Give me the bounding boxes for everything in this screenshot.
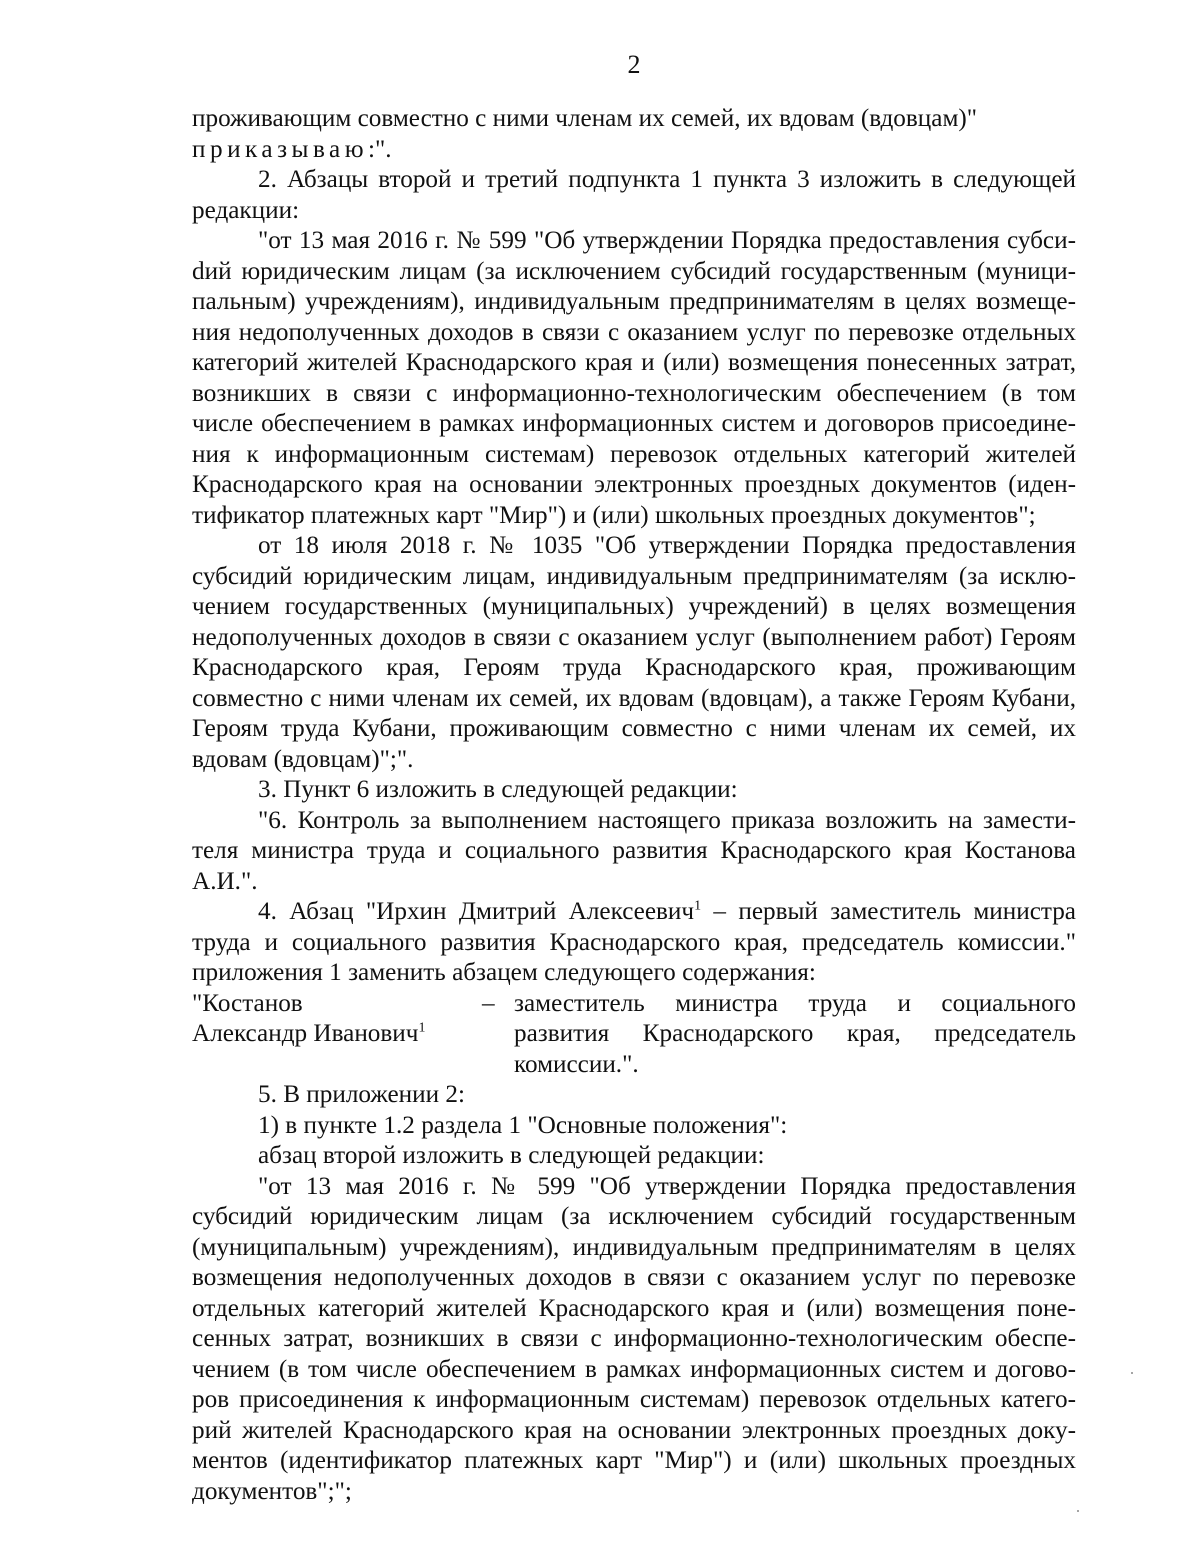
document-body	[192, 104, 1076, 1507]
item-4-before: 4. Абзац "Ирхин Дмитрий Алексеевич	[258, 898, 695, 925]
member-given-names	[192, 1019, 482, 1050]
scan-speck	[1131, 1372, 1133, 1374]
entry-row-3	[192, 1050, 1076, 1081]
order-word-suffix: :".	[368, 135, 392, 163]
paragraph-quote-599-repeat: "от 13 мая 2016 г. № 599 "Об утверждении Порядка предоставления субсидий юридическим лицам (за исключением субсидий государственным (муниципальным) учреждениям), индивидуальным предпринимателям в целях возмещения недополученных доходов в связи с оказанием услуг по перевозке отдельных категорий жителей Краснодарского края и (или) возмещения понесенных затрат, возникших в связи с информационно-технологическим обеспечением (в том числе обеспечением в рамках информационных систем и договоров присоединения к информационным системам) перевозок отдельных категорий жителей Краснодарского края на основании электронных проездных документов (идентификатор платежных карт "Мир") и (или) школьных проездных документов";";	[192, 1172, 1076, 1505]
paragraph-continuation: проживающим совместно с ними членам их семей, их вдовам (вдовцам)"	[192, 105, 978, 132]
paragraph-item-2: 2. Абзацы второй и третий подпункта 1 пункта 3 изложить в следующей редакции:	[192, 166, 1076, 224]
entry-spacer-dash	[482, 1050, 514, 1081]
member-position-line-3: комиссии.".	[514, 1050, 639, 1078]
paragraph-item-4	[192, 897, 1076, 989]
commission-member-entry	[192, 989, 1076, 1081]
entry-spacer	[482, 1019, 514, 1050]
footnote-mark: 1	[694, 898, 702, 914]
entry-spacer-name	[192, 1050, 482, 1081]
paragraph-item-5: 5. В приложении 2:	[258, 1081, 465, 1108]
page-number: 2	[627, 50, 641, 79]
member-position-line-1: заместитель министра труда и социального	[514, 989, 1076, 1017]
paragraph-order-word	[192, 135, 1076, 166]
item-4-after: – первый заместитель министра труда и социального развития Краснодарского края, председатель комиссии." приложения 1 заменить абзацем следующего содержания:	[192, 898, 1076, 986]
paragraph-item-6: "6. Контроль за выполнением настоящего приказа возложить на заместителя министра труда и социального развития Краснодарского края Костанова А.И.".	[192, 806, 1076, 895]
entry-row-2	[192, 1019, 1076, 1050]
paragraph-quote-599: "от 13 мая 2016 г. № 599 "Об утверждении Порядка предоставления субсиdий юридическим лицам (за исключением субсидий государственным (муниципальным) учреждениям), индивидуальным предпринимателям в целях возмещения недополученных доходов в связи с оказанием услуг по перевозке отдельных категорий жителей Краснодарского края и (или) возмещения понесенных затрат, возникших в связи с информационно-технологическим обеспечением (в том числе обеспечением в рамках информационных систем и договоров присоединения к информационным системам) перевозок отдельных категорий жителей Краснодарского края на основании электронных проездных документов (идентификатор платежных карт "Мир") и (или) школьных проездных документов";	[192, 227, 1076, 529]
scan-speck	[1077, 1510, 1079, 1512]
member-position-line-2: развития Краснодарского края, председатель	[514, 1020, 1076, 1047]
order-word: приказываю	[192, 135, 369, 163]
member-footnote-mark: 1	[418, 1020, 426, 1036]
entry-dash: –	[482, 989, 495, 1017]
entry-row-1	[192, 989, 1076, 1020]
paragraph-quote-1035: от 18 июля 2018 г. № 1035 "Об утверждении Порядка предоставления субсидий юридическим лицам, индивидуальным предпринимателям (за исключением государственных (муниципальных) учреждений) в целях возмещения недополученных доходов в связи с оказанием услуг (выполнением работ) Героям Краснодарского края, Героям труда Краснодарского края, проживающим совместно с ними членам их семей, их вдовам (вдовцам), а также Героям Кубани, Героям труда Кубани, проживающим совместно с ними членам их семей, их вдовам (вдовцам)";".	[192, 532, 1076, 773]
paragraph-subitem-1: 1) в пункте 1.2 раздела 1 "Основные положения":	[258, 1111, 788, 1139]
member-given-names-text: Александр Иванович	[192, 1020, 419, 1047]
member-surname: "Костанов	[192, 989, 303, 1017]
paragraph-second-abzac: абзац второй изложить в следующей редакции:	[258, 1142, 765, 1169]
paragraph-item-3: 3. Пункт 6 изложить в следующей редакции:	[258, 776, 738, 803]
